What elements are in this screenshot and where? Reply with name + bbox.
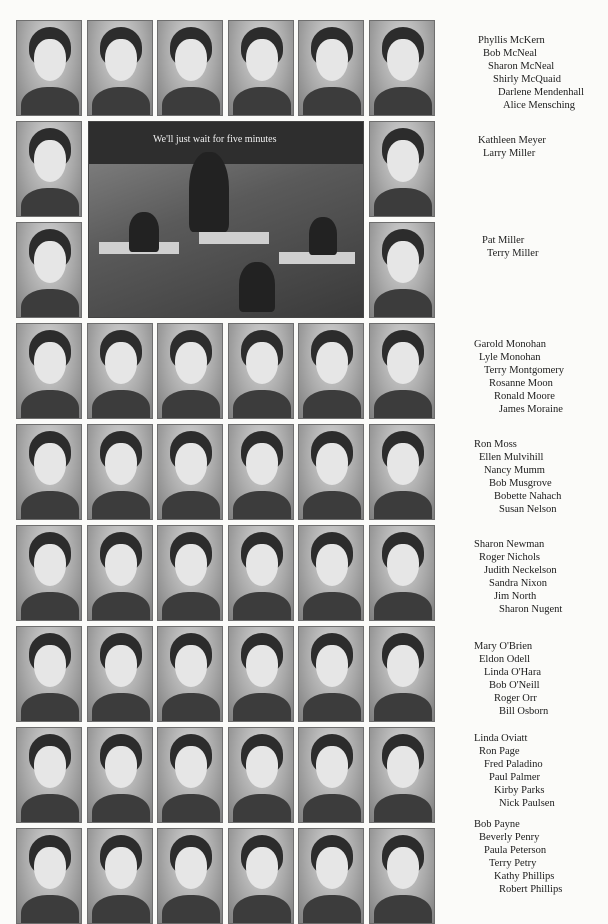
student-portrait (16, 424, 82, 520)
student-portrait (369, 828, 435, 924)
portrait-face (387, 39, 419, 81)
student-name: Bob McNeal (483, 48, 537, 59)
student-portrait (87, 323, 153, 419)
portrait-face (316, 847, 348, 889)
portrait-shoulders (92, 693, 150, 722)
student-portrait (228, 424, 294, 520)
student-name: Kathy Phillips (494, 871, 555, 882)
portrait-face (105, 544, 137, 586)
portrait-face (105, 847, 137, 889)
portrait-shoulders (233, 693, 291, 722)
student-portrait (157, 828, 223, 924)
student-portrait (298, 323, 364, 419)
student-name: Pat Miller (482, 235, 525, 246)
student-name: Terry Montgomery (484, 365, 565, 376)
student-name: Nancy Mumm (484, 465, 545, 476)
portrait-face (316, 39, 348, 81)
portrait-shoulders (303, 390, 361, 419)
portrait-shoulders (21, 491, 79, 520)
portrait-shoulders (21, 895, 79, 924)
portrait-shoulders (374, 794, 432, 823)
student-portrait (369, 727, 435, 823)
portrait-shoulders (162, 895, 220, 924)
student-name: Bill Osborn (499, 706, 549, 717)
portrait-shoulders (162, 87, 220, 116)
student-name: Mary O'Brien (474, 641, 533, 652)
student-name: Darlene Mendenhall (498, 87, 585, 98)
student-portrait (16, 727, 82, 823)
portrait-face (246, 746, 278, 788)
student-portrait (16, 121, 82, 217)
student-figure (239, 262, 275, 312)
portrait-face (175, 645, 207, 687)
student-portrait (298, 20, 364, 116)
classroom-photo (88, 121, 364, 318)
portrait-shoulders (374, 491, 432, 520)
student-portrait (298, 828, 364, 924)
portrait-grid (16, 20, 440, 912)
student-portrait (87, 828, 153, 924)
portrait-face (387, 241, 419, 283)
student-name: Garold Monohan (474, 339, 547, 350)
portrait-shoulders (303, 794, 361, 823)
portrait-face (105, 746, 137, 788)
student-portrait (16, 323, 82, 419)
student-name: Sandra Nixon (489, 578, 548, 589)
portrait-shoulders (374, 390, 432, 419)
student-portrait (16, 525, 82, 621)
portrait-face (387, 847, 419, 889)
student-name: Nick Paulsen (499, 798, 555, 809)
portrait-shoulders (374, 87, 432, 116)
portrait-shoulders (21, 87, 79, 116)
student-name: Kirby Parks (494, 785, 545, 796)
portrait-shoulders (374, 693, 432, 722)
student-name: Eldon Odell (479, 654, 531, 665)
portrait-face (387, 544, 419, 586)
student-portrait (298, 424, 364, 520)
student-portrait (16, 20, 82, 116)
student-portrait (228, 20, 294, 116)
portrait-face (175, 746, 207, 788)
portrait-face (175, 443, 207, 485)
student-portrait (228, 323, 294, 419)
student-portrait (369, 424, 435, 520)
portrait-shoulders (374, 188, 432, 217)
student-name: Paula Peterson (484, 845, 547, 856)
portrait-shoulders (233, 895, 291, 924)
student-figure (129, 212, 159, 252)
student-name: Phyllis McKern (478, 35, 545, 46)
portrait-face (387, 342, 419, 384)
student-name: Susan Nelson (499, 504, 557, 515)
student-name: Linda Oviatt (474, 733, 528, 744)
portrait-shoulders (92, 491, 150, 520)
portrait-shoulders (92, 895, 150, 924)
student-name: Sharon Nugent (499, 604, 563, 615)
portrait-face (316, 746, 348, 788)
student-name: Ellen Mulvihill (479, 452, 544, 463)
student-portrait (157, 20, 223, 116)
portrait-face (316, 645, 348, 687)
student-portrait (87, 424, 153, 520)
classroom-caption: We'll just wait for five minutes (153, 134, 277, 145)
portrait-face (34, 342, 66, 384)
student-portrait (228, 727, 294, 823)
portrait-shoulders (233, 390, 291, 419)
portrait-face (316, 443, 348, 485)
student-portrait (369, 323, 435, 419)
student-name: Beverly Penry (479, 832, 540, 843)
portrait-shoulders (233, 491, 291, 520)
portrait-face (316, 342, 348, 384)
student-name: Fred Paladino (484, 759, 543, 770)
student-portrait (298, 727, 364, 823)
student-name: Bobette Nahach (494, 491, 562, 502)
portrait-face (175, 39, 207, 81)
portrait-shoulders (92, 794, 150, 823)
portrait-face (34, 746, 66, 788)
student-portrait (369, 222, 435, 318)
student-portrait (228, 525, 294, 621)
portrait-shoulders (21, 592, 79, 621)
student-name: Linda O'Hara (484, 667, 541, 678)
portrait-shoulders (374, 289, 432, 318)
portrait-shoulders (233, 87, 291, 116)
student-portrait (298, 525, 364, 621)
portrait-shoulders (92, 87, 150, 116)
portrait-shoulders (162, 693, 220, 722)
student-portrait (369, 626, 435, 722)
portrait-shoulders (21, 289, 79, 318)
student-portrait (157, 727, 223, 823)
portrait-face (387, 645, 419, 687)
student-name: Shirly McQuaid (493, 74, 561, 85)
student-portrait (157, 626, 223, 722)
portrait-shoulders (162, 592, 220, 621)
portrait-shoulders (374, 592, 432, 621)
student-portrait (369, 20, 435, 116)
student-name: Ron Page (479, 746, 520, 757)
portrait-face (105, 645, 137, 687)
portrait-face (34, 443, 66, 485)
portrait-shoulders (303, 87, 361, 116)
portrait-face (175, 342, 207, 384)
student-portrait (87, 626, 153, 722)
portrait-shoulders (233, 794, 291, 823)
student-portrait (298, 626, 364, 722)
portrait-face (34, 39, 66, 81)
portrait-face (246, 443, 278, 485)
student-name: Bob Payne (474, 819, 520, 830)
portrait-shoulders (21, 794, 79, 823)
portrait-face (105, 342, 137, 384)
student-name: Lyle Monohan (479, 352, 541, 363)
portrait-face (34, 140, 66, 182)
student-name: Alice Mensching (503, 100, 576, 111)
portrait-face (246, 544, 278, 586)
portrait-face (387, 443, 419, 485)
student-portrait (228, 626, 294, 722)
portrait-shoulders (162, 390, 220, 419)
student-portrait (87, 20, 153, 116)
teacher-figure (189, 152, 229, 232)
portrait-face (175, 544, 207, 586)
portrait-face (34, 544, 66, 586)
student-name: Ron Moss (474, 439, 517, 450)
student-portrait (87, 525, 153, 621)
student-portrait (16, 222, 82, 318)
student-name: Ronald Moore (494, 391, 555, 402)
student-name: James Moraine (499, 404, 563, 415)
portrait-shoulders (162, 794, 220, 823)
student-portrait (157, 424, 223, 520)
student-portrait (157, 323, 223, 419)
portrait-face (246, 39, 278, 81)
portrait-face (387, 140, 419, 182)
portrait-shoulders (162, 491, 220, 520)
portrait-shoulders (233, 592, 291, 621)
student-name: Sharon Newman (474, 539, 545, 550)
portrait-face (387, 746, 419, 788)
student-name: Jim North (494, 591, 537, 602)
student-name: Robert Phillips (499, 884, 563, 895)
portrait-face (246, 847, 278, 889)
student-portrait (16, 626, 82, 722)
portrait-face (246, 645, 278, 687)
student-name: Kathleen Meyer (478, 135, 546, 146)
student-name: Judith Neckelson (484, 565, 557, 576)
student-name: Paul Palmer (489, 772, 541, 783)
student-name: Terry Petry (489, 858, 537, 869)
portrait-shoulders (303, 693, 361, 722)
portrait-shoulders (21, 188, 79, 217)
student-portrait (369, 525, 435, 621)
portrait-face (34, 241, 66, 283)
student-name: Sharon McNeal (488, 61, 555, 72)
student-name: Bob Musgrove (489, 478, 552, 489)
student-portrait (369, 121, 435, 217)
student-name: Terry Miller (487, 248, 539, 259)
portrait-face (105, 39, 137, 81)
portrait-shoulders (374, 895, 432, 924)
student-name: Roger Orr (494, 693, 537, 704)
portrait-shoulders (21, 693, 79, 722)
student-name: Roger Nichols (479, 552, 540, 563)
portrait-face (105, 443, 137, 485)
portrait-face (175, 847, 207, 889)
portrait-shoulders (303, 491, 361, 520)
portrait-shoulders (303, 895, 361, 924)
portrait-shoulders (92, 390, 150, 419)
portrait-face (246, 342, 278, 384)
student-portrait (16, 828, 82, 924)
student-figure (309, 217, 337, 255)
portrait-shoulders (21, 390, 79, 419)
portrait-face (316, 544, 348, 586)
desk (199, 232, 269, 244)
portrait-shoulders (92, 592, 150, 621)
student-portrait (87, 727, 153, 823)
student-name: Rosanne Moon (489, 378, 553, 389)
student-name: Bob O'Neill (489, 680, 540, 691)
student-name: Larry Miller (483, 148, 536, 159)
portrait-face (34, 847, 66, 889)
student-portrait (228, 828, 294, 924)
student-portrait (157, 525, 223, 621)
portrait-shoulders (303, 592, 361, 621)
portrait-face (34, 645, 66, 687)
